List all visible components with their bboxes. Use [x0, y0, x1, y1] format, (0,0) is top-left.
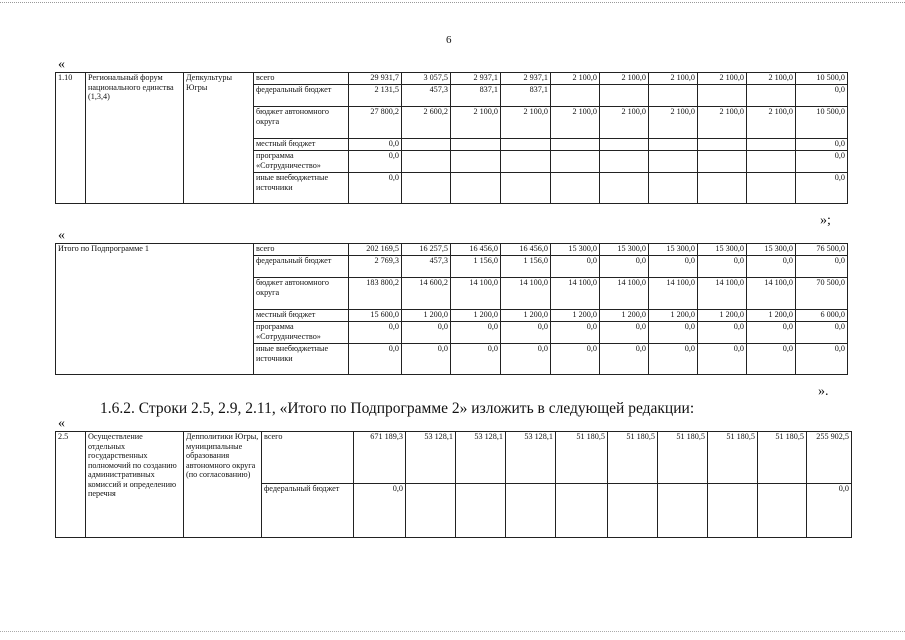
table-cell: 53 128,1 — [456, 432, 506, 484]
table-cell: 1 200,0 — [451, 310, 501, 322]
table-cell: 2 937,1 — [451, 73, 501, 85]
table-cell: 16 257,5 — [402, 244, 451, 256]
table-cell — [506, 484, 556, 538]
table-cell — [551, 139, 600, 151]
table-cell — [600, 151, 649, 173]
table-cell — [600, 85, 649, 107]
table-cell: бюджет автономного округа — [254, 278, 349, 310]
table-row — [56, 73, 848, 85]
table-cell — [600, 139, 649, 151]
table-cell: 1 200,0 — [698, 310, 747, 322]
table-cell: 0,0 — [796, 344, 848, 375]
table-cell: 0,0 — [649, 256, 698, 278]
table-cell: 1 200,0 — [551, 310, 600, 322]
table-cell — [698, 173, 747, 204]
table-cell: 671 189,3 — [354, 432, 406, 484]
table-cell: иные внебюджетные источники — [254, 173, 349, 204]
table-cell: бюджет автономного округа — [254, 107, 349, 139]
table-cell: 27 800,2 — [349, 107, 402, 139]
table-cell: 1.10 — [56, 73, 86, 204]
table-cell: 0,0 — [698, 344, 747, 375]
table-cell: 0,0 — [649, 322, 698, 344]
table-cell — [649, 139, 698, 151]
table-cell: 837,1 — [451, 85, 501, 107]
table-cell: 2 100,0 — [649, 73, 698, 85]
table-cell: 0,0 — [551, 322, 600, 344]
table-cell: 0,0 — [551, 256, 600, 278]
table-cell: 0,0 — [600, 256, 649, 278]
table-cell: 1 200,0 — [501, 310, 551, 322]
table-cell: 2 131,5 — [349, 85, 402, 107]
table-cell: 16 456,0 — [501, 244, 551, 256]
table-cell: 53 128,1 — [406, 432, 456, 484]
open-quote-1: « — [58, 57, 65, 72]
bottom-scan-edge — [0, 631, 905, 632]
table-cell — [698, 151, 747, 173]
table-cell: 51 180,5 — [758, 432, 807, 484]
table-cell: 15 300,0 — [747, 244, 796, 256]
table-cell: 0,0 — [402, 344, 451, 375]
table-cell: 2 100,0 — [551, 73, 600, 85]
table-cell: 0,0 — [649, 344, 698, 375]
table-cell — [698, 139, 747, 151]
table-cell: 0,0 — [349, 173, 402, 204]
table-cell: 0,0 — [796, 256, 848, 278]
table-cell: 14 100,0 — [501, 278, 551, 310]
table-cell: Региональный форум национального единства (1,3,4) — [86, 73, 184, 204]
table-cell — [402, 139, 451, 151]
table-cell: 0,0 — [451, 344, 501, 375]
table-cell — [501, 173, 551, 204]
table-cell: 0,0 — [807, 484, 852, 538]
table-cell — [747, 151, 796, 173]
table-cell: 70 500,0 — [796, 278, 848, 310]
table-cell: 3 057,5 — [402, 73, 451, 85]
table-cell: 2 100,0 — [600, 107, 649, 139]
table-cell: 1 156,0 — [451, 256, 501, 278]
table-cell: 14 100,0 — [551, 278, 600, 310]
table-row — [56, 244, 848, 256]
table-cell — [698, 85, 747, 107]
table-cell: федеральный бюджет — [254, 256, 349, 278]
close-quote-2: ». — [818, 384, 829, 399]
open-quote-3: « — [58, 416, 65, 431]
table-cell: 2 100,0 — [698, 73, 747, 85]
table-cell: Осуществление отдельных государственных полномочий по созданию административных комиссий и определению перечня — [86, 432, 184, 538]
table-cell: 51 180,5 — [556, 432, 608, 484]
table-cell: 0,0 — [501, 344, 551, 375]
table-cell: федеральный бюджет — [254, 85, 349, 107]
table-cell: 1 200,0 — [600, 310, 649, 322]
table-cell: 0,0 — [501, 322, 551, 344]
table-cell: 10 500,0 — [796, 73, 848, 85]
table-cell: 51 180,5 — [708, 432, 758, 484]
table-cell — [708, 484, 758, 538]
table-cell — [747, 85, 796, 107]
table-cell — [649, 151, 698, 173]
table-cell: 2 100,0 — [600, 73, 649, 85]
table-cell: 457,3 — [402, 256, 451, 278]
table-cell: 14 100,0 — [747, 278, 796, 310]
table-cell: 0,0 — [354, 484, 406, 538]
table-cell: 14 100,0 — [698, 278, 747, 310]
table-cell: Итого по Подпрограмме 1 — [56, 244, 254, 375]
table-cell: 2 769,3 — [349, 256, 402, 278]
table-cell: 15 300,0 — [551, 244, 600, 256]
table-cell: 14 100,0 — [600, 278, 649, 310]
table-cell: 0,0 — [698, 322, 747, 344]
section-heading: 1.6.2. Строки 2.5, 2.9, 2.11, «Итого по Подпрограмме 2» изложить в следующей редакции: — [100, 400, 695, 417]
table-cell: 0,0 — [551, 344, 600, 375]
table-cell — [402, 151, 451, 173]
table-admin-commissions — [55, 431, 852, 538]
table-cell: 0,0 — [747, 344, 796, 375]
table-cell — [747, 173, 796, 204]
table-cell: 1 200,0 — [649, 310, 698, 322]
table-cell: 0,0 — [349, 139, 402, 151]
table-cell — [501, 151, 551, 173]
table-cell: 51 180,5 — [608, 432, 658, 484]
table-cell: 1 156,0 — [501, 256, 551, 278]
open-quote-2: « — [58, 228, 65, 243]
table-cell — [608, 484, 658, 538]
table-cell: Депкультуры Югры — [184, 73, 254, 204]
table-cell: 0,0 — [747, 322, 796, 344]
table-cell: 2 600,2 — [402, 107, 451, 139]
table-cell — [551, 85, 600, 107]
table-cell — [501, 139, 551, 151]
table-cell: 6 000,0 — [796, 310, 848, 322]
table-cell: всего — [254, 244, 349, 256]
table-cell — [649, 85, 698, 107]
table-row — [56, 432, 852, 484]
table-cell: 1 200,0 — [402, 310, 451, 322]
table-cell — [406, 484, 456, 538]
table-cell: всего — [254, 73, 349, 85]
table-cell: 837,1 — [501, 85, 551, 107]
table-cell — [600, 173, 649, 204]
table-cell: федеральный бюджет — [262, 484, 354, 538]
table-cell — [758, 484, 807, 538]
table-cell: 53 128,1 — [506, 432, 556, 484]
table-cell — [556, 484, 608, 538]
table-cell — [451, 173, 501, 204]
table-cell: 0,0 — [600, 322, 649, 344]
table-cell: 457,3 — [402, 85, 451, 107]
page-number: 6 — [446, 34, 452, 46]
table-cell: 14 600,2 — [402, 278, 451, 310]
table-cell — [551, 173, 600, 204]
table-cell: 2 100,0 — [649, 107, 698, 139]
table-cell: 15 300,0 — [698, 244, 747, 256]
table-subprogram-1-total — [55, 243, 848, 375]
table-cell: 0,0 — [600, 344, 649, 375]
table-cell: 0,0 — [402, 322, 451, 344]
table-cell: 2.5 — [56, 432, 86, 538]
table-cell: 2 937,1 — [501, 73, 551, 85]
table-cell: 202 169,5 — [349, 244, 402, 256]
table-cell — [451, 151, 501, 173]
table-cell — [402, 173, 451, 204]
table-cell: 183 800,2 — [349, 278, 402, 310]
table-cell: 76 500,0 — [796, 244, 848, 256]
table-cell: 16 456,0 — [451, 244, 501, 256]
table-cell: 0,0 — [796, 173, 848, 204]
table-cell — [551, 151, 600, 173]
table-cell: 2 100,0 — [451, 107, 501, 139]
table-cell — [747, 139, 796, 151]
table-cell: 15 600,0 — [349, 310, 402, 322]
table-cell: программа «Сотрудничество» — [254, 151, 349, 173]
close-quote-1: »; — [820, 213, 831, 228]
table-cell: 255 902,5 — [807, 432, 852, 484]
table-cell: 2 100,0 — [551, 107, 600, 139]
table-cell: 2 100,0 — [501, 107, 551, 139]
table-cell: 0,0 — [349, 322, 402, 344]
table-cell: 0,0 — [747, 256, 796, 278]
table-cell: иные внебюджетные источники — [254, 344, 349, 375]
table-cell: 2 100,0 — [698, 107, 747, 139]
table-cell: 0,0 — [796, 139, 848, 151]
table-cell: местный бюджет — [254, 139, 349, 151]
table-cell: 0,0 — [796, 151, 848, 173]
table-cell: программа «Сотрудничество» — [254, 322, 349, 344]
table-cell: Депполитики Югры, муниципальные образования автономного округа (по согласованию) — [184, 432, 262, 538]
top-scan-edge — [0, 2, 905, 3]
table-cell — [451, 139, 501, 151]
table-cell: 0,0 — [796, 322, 848, 344]
table-cell: 0,0 — [349, 151, 402, 173]
table-cell: 2 100,0 — [747, 73, 796, 85]
table-cell: местный бюджет — [254, 310, 349, 322]
table-cell: 1 200,0 — [747, 310, 796, 322]
table-cell: 0,0 — [698, 256, 747, 278]
table-cell — [649, 173, 698, 204]
table-cell — [658, 484, 708, 538]
table-cell: 14 100,0 — [451, 278, 501, 310]
table-region-forum — [55, 72, 848, 204]
table-cell: 10 500,0 — [796, 107, 848, 139]
table-cell: 2 100,0 — [747, 107, 796, 139]
table-cell: 15 300,0 — [649, 244, 698, 256]
table-cell: 0,0 — [451, 322, 501, 344]
table-cell — [456, 484, 506, 538]
table-cell: 51 180,5 — [658, 432, 708, 484]
table-cell: 29 931,7 — [349, 73, 402, 85]
table-cell: 15 300,0 — [600, 244, 649, 256]
table-cell: 14 100,0 — [649, 278, 698, 310]
table-cell: всего — [262, 432, 354, 484]
table-cell: 0,0 — [796, 85, 848, 107]
table-cell: 0,0 — [349, 344, 402, 375]
